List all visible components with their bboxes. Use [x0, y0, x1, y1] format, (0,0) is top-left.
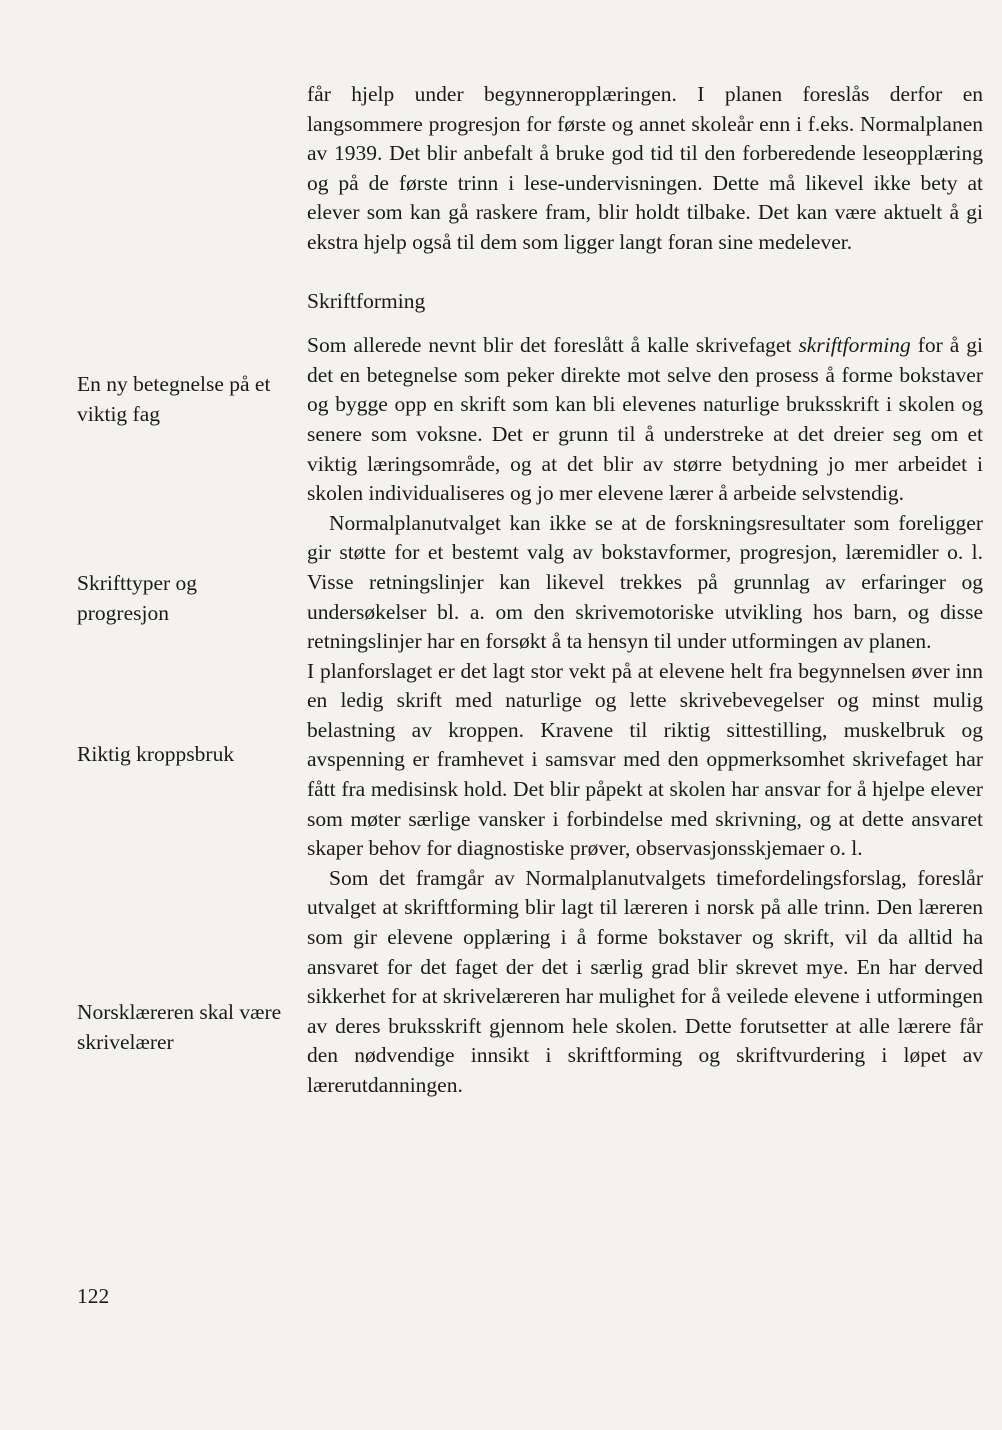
- paragraph-skriftforming: [307, 331, 983, 509]
- margin-note: Skrifttyper og progresjon: [77, 571, 198, 625]
- paragraph-text: for å gi det en betegnelse som peker direkte mot selve den prosess å forme bokstaver og bygge opp en skrift som kan bli elevenes naturlige bruksskrift i skolen og senere som voksne. Det er grunn til å understreke at det dreier seg om et viktig læringsområde, og at det blir av større betydning jo mer arbeidet i skolen individualiseres og jo mer elevene lærer å arbeide selvstendig.: [307, 333, 984, 506]
- paragraph-norwegian-teacher: Som det framgår av Normalplanutvalgets timefordelingsforslag, foreslår utvalget at skriftforming blir lagt til læreren i norsk på alle trinn. Den læreren som gir elevene opplæring i å forme bokstaver og skrift, vil da alltid ha ansvaret for det faget der det i særlig grad blir skrevet mye. En har derved sikkerhet for at skrivelæreren har mulighet for å veilede elevene i utformingen av deres bruksskrift gjennom hele skolen. Dette forutsetter at alle lærere får den nødvendige innsikt i skriftforming og skriftvurdering i løpet av lærerutdanningen.: [307, 865, 983, 1097]
- margin-note: En ny betegnelse på et viktig fag: [77, 372, 271, 426]
- paragraph-text: Som allerede nevnt blir det foreslått å kalle skrivefaget: [307, 333, 799, 358]
- paragraph-continuation: får hjelp under begynneropplæringen. I planen foreslås derfor en langsommere progresjon for første og annet skoleår enn i f.eks. Normalplanen av 1939. Det blir anbefalt å bruke god tid til den forberedende leseopplæring og på de første trinn i lese-undervisningen. Dette må likevel ikke bety at elever som kan gå raskere fram, blir holdt tilbake. Det kan være aktuelt å gi ekstra hjelp også til dem som ligger langt foran sine medelever.: [307, 82, 983, 254]
- margin-note: Norsklæreren skal være skrivelærer: [77, 1000, 282, 1054]
- paragraph-posture: I planforslaget er det lagt stor vekt på at elevene helt fra begynnelsen øver inn en ledig skrift med naturlige og lette skrivebevegelser og minst mulig belastning av kroppen. Kravene til riktig sittestilling, muskelbruk og avspenning er framhevet i samsvar med den oppmerksomhet skrivefaget har fått fra medisinsk hold. Det blir påpekt at skolen har ansvar for å hjelpe elever som møter særlige vansker i forbindelse med skrivning, og at dette ansvaret skaper behov for diagnostiske prøver, observasjonsskjemaer o. l.: [307, 658, 983, 861]
- emphasis-term: skriftforming: [798, 333, 911, 358]
- margin-note: Riktig kroppsbruk: [77, 742, 235, 766]
- main-text-column: [307, 80, 983, 1101]
- section-heading: Skriftforming: [307, 288, 426, 313]
- paragraph-research: Normalplanutvalget kan ikke se at de forskningsresultater som foreligger gir støtte for et bestemt valg av bokstavformer, progresjon, læremidler o. l. Visse retningslinjer kan likevel trekkes på grunnlag av erfaringer og undersøkelser bl. a. om den skrivemotoriske utvikling hos barn, og disse retningslinjer har en forsøkt å ta hensyn til under utformingen av planen.: [307, 510, 983, 654]
- page-number: 122: [77, 1284, 110, 1308]
